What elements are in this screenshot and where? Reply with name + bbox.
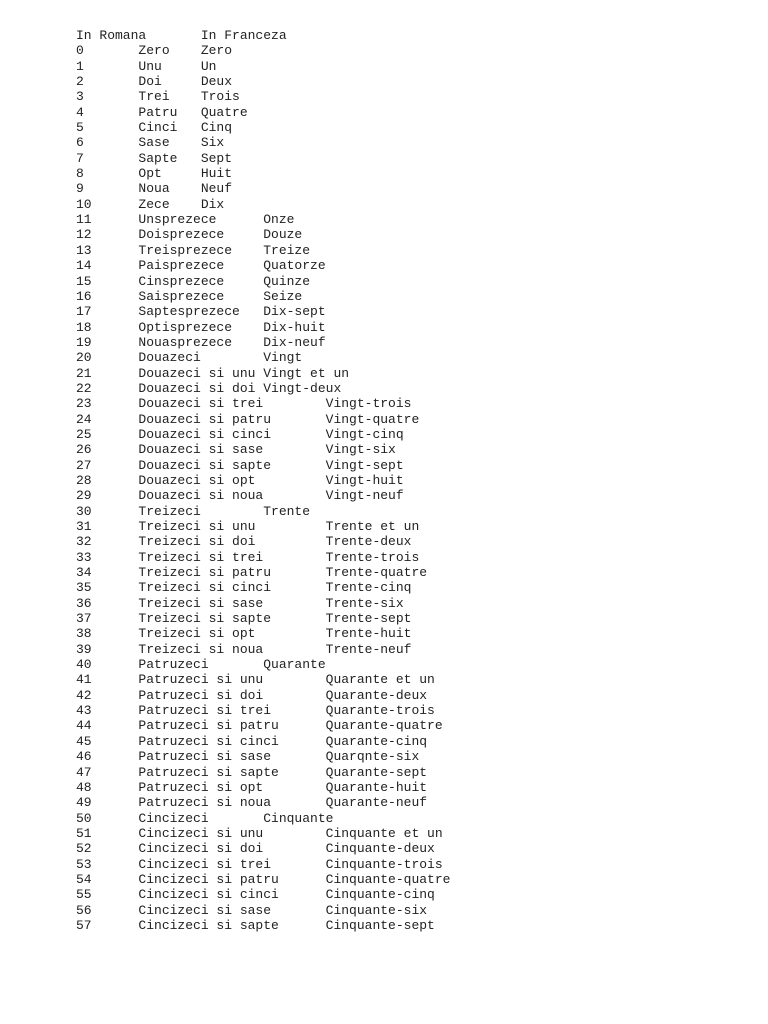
list-line: 38 Treizeci si opt Trente-huit [76, 626, 412, 642]
list-line: 15 Cinsprezece Quinze [76, 273, 311, 289]
list-line: 53 Cincizeci si trei Cinquante-trois [76, 856, 443, 872]
header-line: In Romana In Franceza [76, 28, 287, 43]
list-line: 5 Cinci Cinq [76, 120, 233, 136]
list-line: 55 Cincizeci si cinci Cinquante-cinq [76, 887, 435, 903]
list-line: 45 Patruzeci si cinci Quarante-cinq [76, 733, 428, 749]
list-line: 18 Optisprezece Dix-huit [76, 319, 326, 335]
list-line: 23 Douazeci si trei Vingt-trois [76, 396, 412, 412]
list-line: 21 Douazeci si unu Vingt et un [76, 365, 350, 381]
list-line: 13 Treisprezece Treize [76, 242, 311, 258]
list-line: 54 Cincizeci si patru Cinquante-quatre [76, 871, 451, 887]
list-line: 42 Patruzeci si doi Quarante-deux [76, 687, 428, 703]
list-line: 50 Cincizeci Cinquante [76, 810, 334, 826]
list-line: 14 Paisprezece Quatorze [76, 258, 326, 274]
list-line: 22 Douazeci si doi Vingt-deux [76, 380, 342, 396]
list-line: 0 Zero Zero [76, 43, 233, 59]
list-line: 17 Saptesprezece Dix-sept [76, 304, 326, 320]
list-line: 48 Patruzeci si opt Quarante-huit [76, 779, 428, 795]
list-line: 10 Zece Dix [76, 196, 225, 212]
list-line: 7 Sapte Sept [76, 150, 233, 166]
number-translation-list [76, 28, 736, 933]
list-line: 49 Patruzeci si noua Quarante-neuf [76, 795, 428, 811]
list-line: 27 Douazeci si sapte Vingt-sept [76, 457, 404, 473]
list-line: 4 Patru Quatre [76, 104, 248, 120]
list-line: 39 Treizeci si noua Trente-neuf [76, 641, 412, 657]
list-line: 20 Douazeci Vingt [76, 350, 303, 366]
list-line: 2 Doi Deux [76, 74, 233, 90]
list-line: 6 Sase Six [76, 135, 225, 151]
list-line: 56 Cincizeci si sase Cinquante-six [76, 902, 428, 918]
list-line: 37 Treizeci si sapte Trente-sept [76, 611, 412, 627]
list-line: 34 Treizeci si patru Trente-quatre [76, 565, 428, 581]
list-line: 28 Douazeci si opt Vingt-huit [76, 472, 404, 488]
list-line: 9 Noua Neuf [76, 181, 233, 197]
list-line: 52 Cincizeci si doi Cinquante-deux [76, 841, 435, 857]
list-line: 40 Patruzeci Quarante [76, 657, 326, 673]
list-line: 12 Doisprezece Douze [76, 227, 303, 243]
list-line: 32 Treizeci si doi Trente-deux [76, 534, 412, 550]
list-line: 19 Nouasprezece Dix-neuf [76, 334, 326, 350]
list-line: 31 Treizeci si unu Trente et un [76, 519, 420, 534]
list-line: 24 Douazeci si patru Vingt-quatre [76, 411, 420, 427]
list-line: 41 Patruzeci si unu Quarante et un [76, 672, 435, 688]
list-line: 36 Treizeci si sase Trente-six [76, 595, 404, 611]
list-line: 25 Douazeci si cinci Vingt-cinq [76, 426, 404, 442]
list-line: 51 Cincizeci si unu Cinquante et un [76, 825, 443, 841]
list-line: 29 Douazeci si noua Vingt-neuf [76, 488, 404, 504]
list-line: 3 Trei Trois [76, 89, 240, 105]
list-line: 26 Douazeci si sase Vingt-six [76, 442, 396, 458]
list-line: 11 Unsprezece Onze [76, 212, 295, 228]
list-line: 1 Unu Un [76, 58, 217, 74]
list-line: 33 Treizeci si trei Trente-trois [76, 549, 420, 565]
list-line: 35 Treizeci si cinci Trente-cinq [76, 580, 412, 596]
list-line: 44 Patruzeci si patru Quarante-quatre [76, 718, 443, 734]
list-line: 8 Opt Huit [76, 166, 233, 182]
list-line: 43 Patruzeci si trei Quarante-trois [76, 703, 435, 719]
list-line: 30 Treizeci Trente [76, 503, 311, 519]
list-line: 16 Saisprezece Seize [76, 288, 303, 304]
list-line: 57 Cincizeci si sapte Cinquante-sept [76, 917, 435, 933]
list-line: 47 Patruzeci si sapte Quarante-sept [76, 764, 428, 780]
list-line: 46 Patruzeci si sase Quarqnte-six [76, 749, 420, 765]
